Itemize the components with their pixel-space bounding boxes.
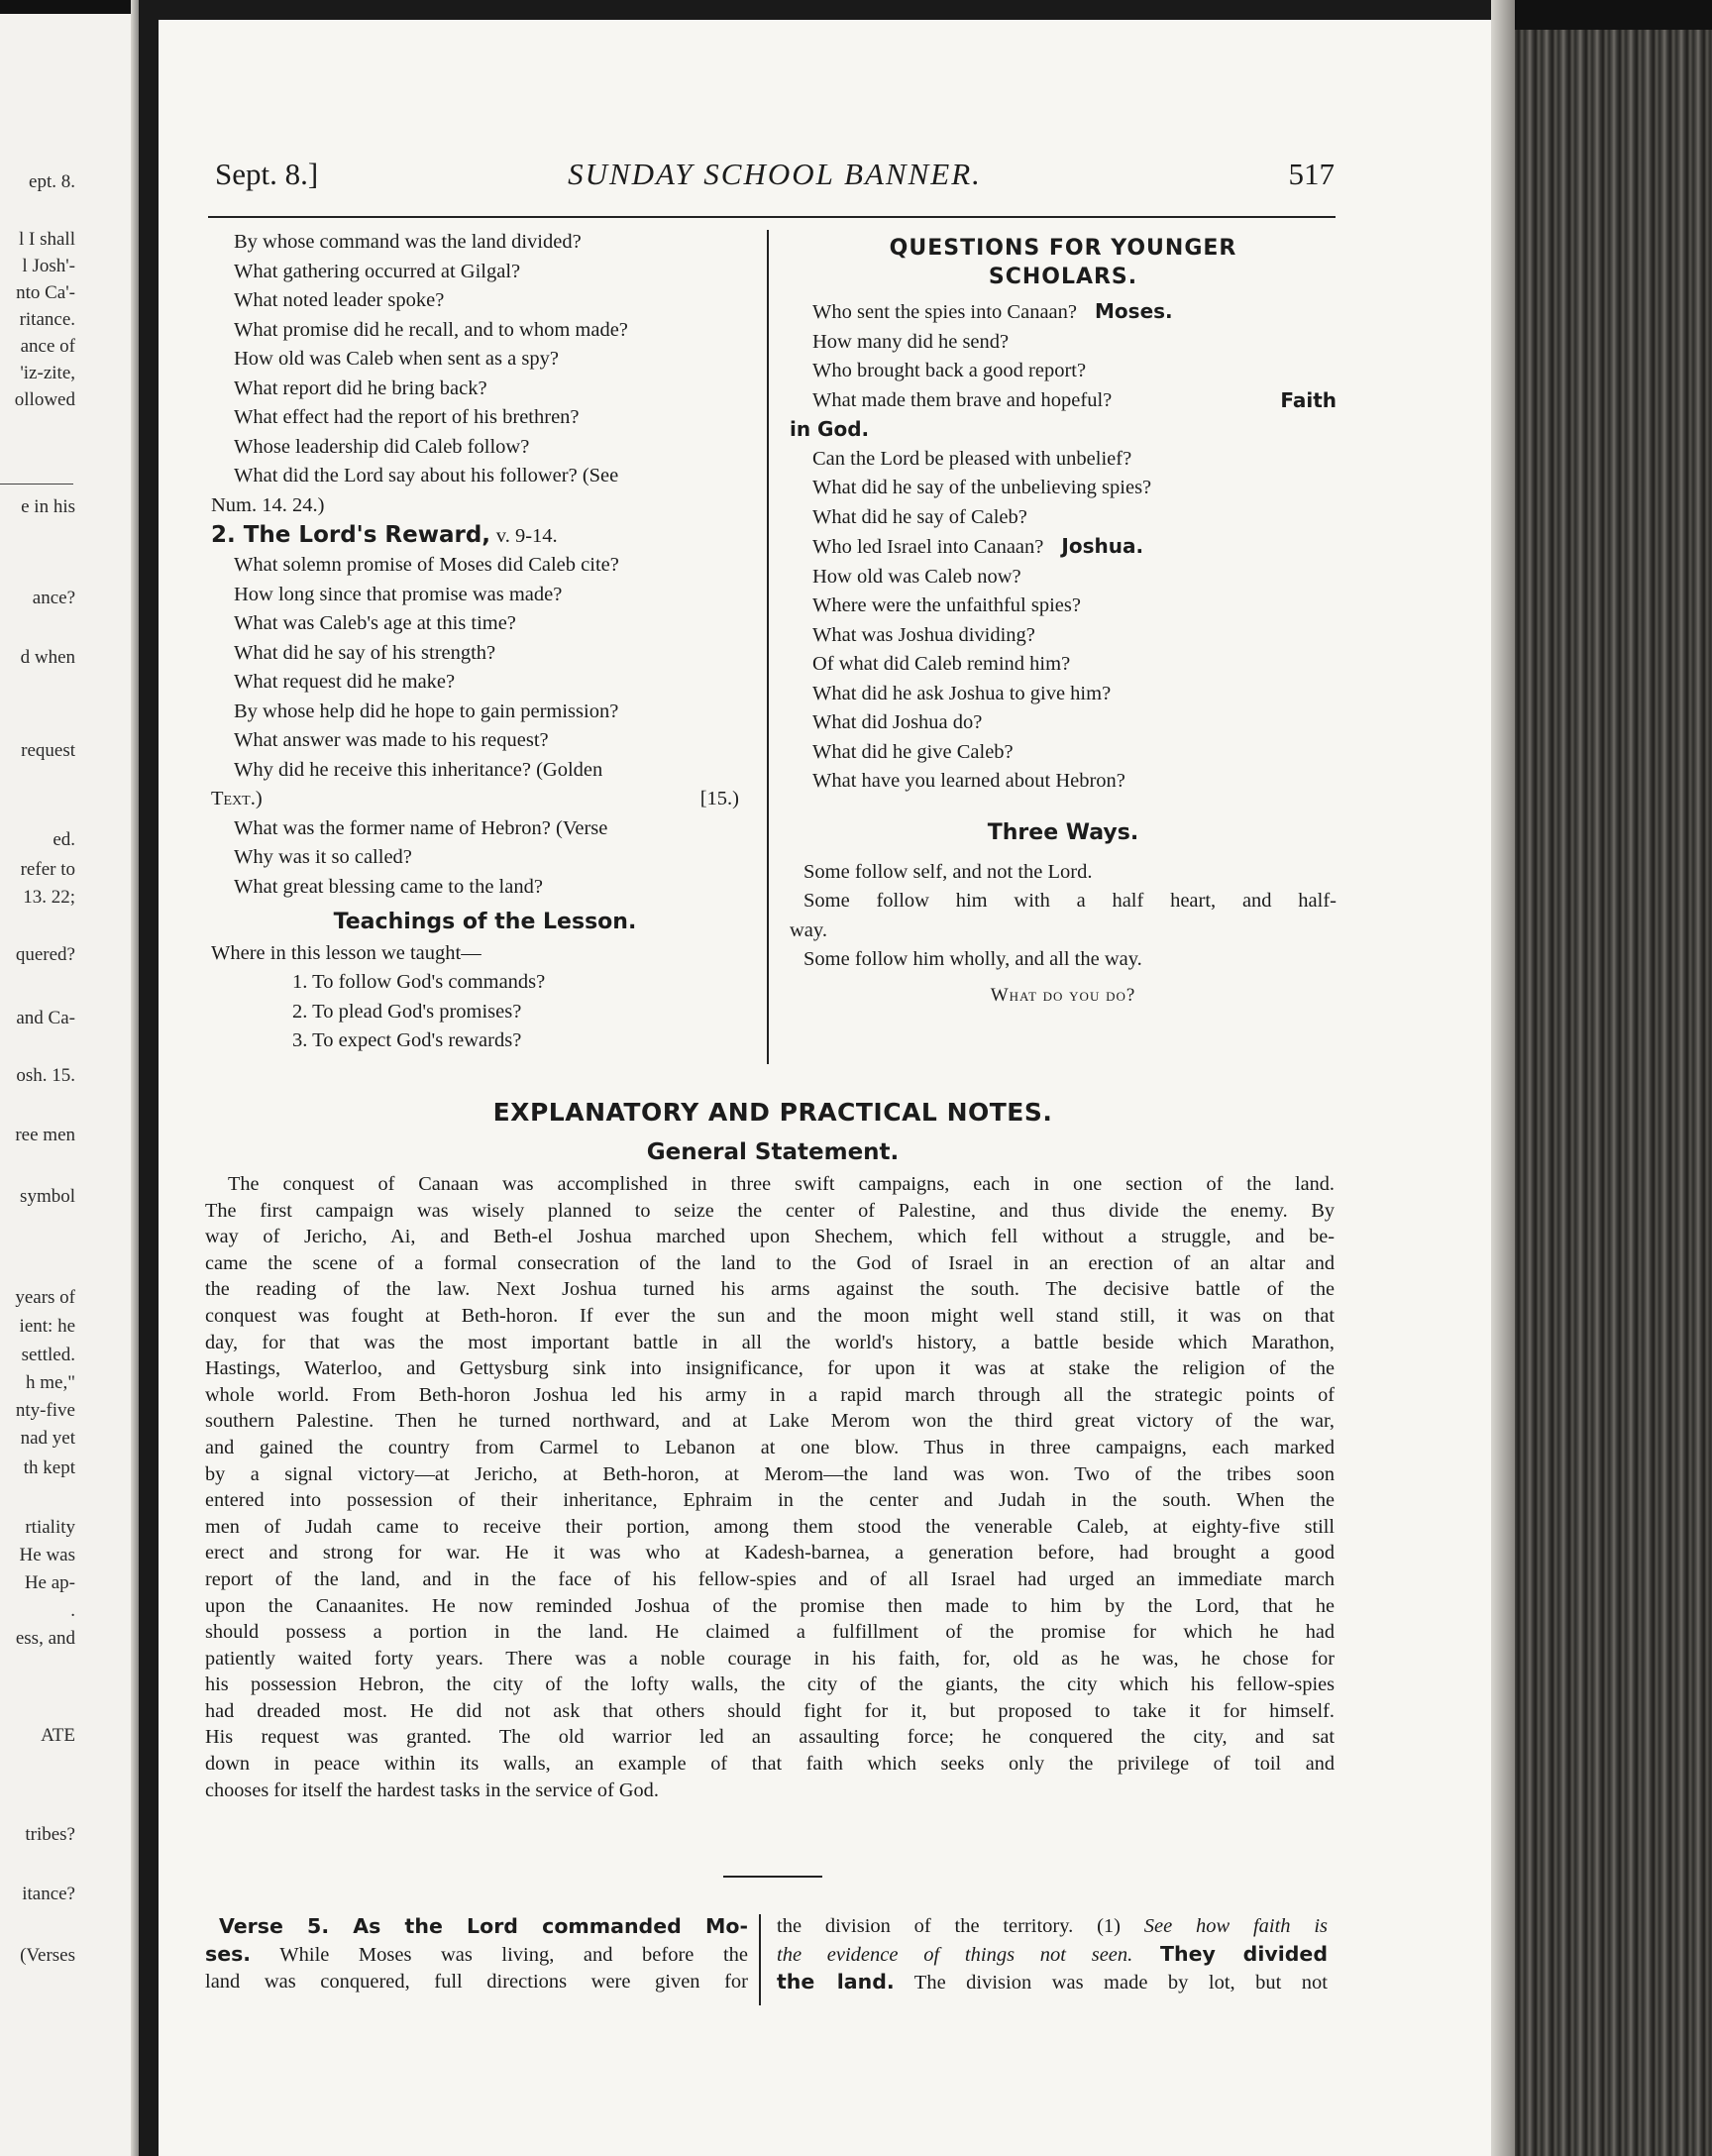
paragraph-line: men of Judah came to receive their portion, among them stood the venerable Caleb, at eighty-five still [205, 1515, 1335, 1538]
paragraph-line: southern Palestine. Then he turned northward, and at Lake Merom won the third great victory of the war, [205, 1410, 1335, 1433]
left-page-line: nty-five [15, 1400, 75, 1421]
paragraph-line: patiently waited forty years. There was a noble courage in his faith, for, old as he was, he chose for [205, 1647, 1335, 1670]
question-item: Who brought back a good report? [812, 360, 1087, 381]
left-page-line: ed. [53, 829, 75, 850]
verse-line [777, 1968, 1328, 1995]
three-ways-line: Some follow self, and not the Lord. [803, 860, 1093, 883]
paragraph-line: The conquest of Canaan was accomplished in three swift campaigns, each in one section of the land. [228, 1173, 1335, 1195]
verse-heading: They divided [1132, 1942, 1328, 1966]
book-page-edges [1491, 0, 1712, 2156]
question-item: What report did he bring back? [234, 377, 487, 399]
question-item: What did he say of Caleb? [812, 505, 1027, 528]
question-golden-text: Why did he receive this inheritance? (Golden [234, 758, 603, 781]
question-item: What was the former name of Hebron? (Verse [234, 816, 608, 839]
answer-text: Faith [1280, 387, 1337, 412]
paragraph-line: entered into possession of their inheritance, Ephraim in the center and Judah in the south. When the [205, 1489, 1335, 1512]
paragraph-line: conquest was fought at Beth-horon. If ever the sun and the moon might well stand still, it was on that [205, 1304, 1335, 1327]
question-item: By whose command was the land divided? [234, 231, 582, 253]
left-page-line: 13. 22; [23, 887, 75, 908]
left-page-line: refer to [20, 859, 75, 880]
column-divider-bottom [759, 1914, 761, 2005]
left-page-line: l Josh'- [22, 256, 75, 276]
left-page-line: ATE [41, 1725, 75, 1746]
verse-line [205, 1940, 748, 1968]
left-page-line: ritance. [19, 309, 75, 330]
left-page-line: nto Ca'- [16, 282, 75, 303]
answer-text: Moses. [1095, 299, 1173, 323]
left-page-line: l I shall [19, 229, 75, 250]
question-item: What great blessing came to the land? [234, 875, 543, 898]
verse-line: land was conquered, full directions were given for [205, 1971, 748, 1993]
paragraph-line: by a signal victory—at Jericho, at Beth-horon, at Merom—the land was won. Two of the tribes soon [205, 1462, 1335, 1485]
section-heading-lords-reward [211, 520, 759, 551]
question-list-a [211, 228, 759, 491]
paragraph-line: his possession Hebron, the city of the lofty walls, the city of the giants, the city which his fellow-spies [205, 1673, 1335, 1696]
left-page-line: symbol [20, 1186, 75, 1207]
header-title: SUNDAY SCHOOL BANNER. [568, 157, 982, 191]
question-item: By whose help did he hope to gain permission? [234, 700, 619, 722]
teachings-intro: Where in this lesson we taught— [211, 942, 482, 964]
verse-heading: the land. [777, 1970, 895, 1994]
verse-text: the division of the territory. (1) [777, 1915, 1144, 1937]
paragraph-line: down in peace within its walls, an example of that faith which seeks only the privilege of toil and [205, 1753, 1335, 1776]
left-page-line: years of [15, 1287, 75, 1308]
column-divider [767, 230, 769, 1064]
page-top-edge [0, 0, 139, 14]
left-page-line: ance? [32, 588, 75, 608]
left-page-line: request [21, 740, 75, 761]
page-number: 517 [1288, 157, 1335, 191]
left-page-line: ollowed [14, 389, 75, 410]
younger-scholars-title-1: QUESTIONS FOR YOUNGER [889, 236, 1237, 261]
three-ways-line: Some follow him with a half heart, and half- [803, 890, 1337, 912]
question-continuation: Num. 14. 24.) [211, 493, 325, 516]
question-item: What effect had the report of his brethren? [234, 406, 580, 428]
section-rule [723, 1876, 822, 1878]
paragraph-line: His request was granted. The old warrior led an assaulting force; he conquered the city, and sat [205, 1726, 1335, 1749]
teachings-list [211, 968, 759, 1056]
question-item: Why was it so called? [234, 846, 412, 868]
left-page-fragment [0, 0, 139, 2156]
verse-heading-cont: ses. [205, 1942, 252, 1966]
section-title: 2. The Lord's Reward, [211, 522, 491, 548]
left-page-line: (Verses [20, 1945, 75, 1966]
question-item: What did he say of his strength? [234, 641, 496, 664]
paragraph-line: The first campaign was wisely planned to seize the center of Palestine, and thus divide the enemy. By [205, 1199, 1335, 1222]
question-item: What promise did he recall, and to whom made? [234, 318, 628, 341]
paragraph-line: way of Jericho, Ai, and Beth-el Joshua marched upon Shechem, which fell without a struggle, and be- [205, 1226, 1335, 1248]
question-item: What solemn promise of Moses did Caleb cite? [234, 554, 619, 576]
verse-line [777, 1912, 1328, 1940]
golden-text-cont: Text.) [211, 788, 263, 809]
verse-cont: [15.) [699, 788, 739, 809]
question-item [790, 297, 1337, 328]
paragraph-line: upon the Canaanites. He now reminded Joshua of the promise then made to him by the Lord, that he [205, 1594, 1335, 1617]
left-page-line: d when [20, 647, 75, 668]
left-page-line: quered? [15, 944, 75, 965]
paragraph-line: day, for that was the most important battle in all the world's history, a battle beside which Marathon, [205, 1331, 1335, 1353]
question-item: What gathering occurred at Gilgal? [234, 260, 521, 282]
question-item [790, 532, 1337, 563]
left-page-rule [0, 484, 73, 485]
teachings-title: Teachings of the Lesson. [333, 910, 637, 934]
right-column [790, 234, 1337, 1010]
question-list-b [211, 551, 759, 756]
verse-heading: Verse 5. As the Lord commanded Mo- [219, 1914, 748, 1938]
left-page-line: 'iz-zite, [20, 363, 75, 383]
paragraph-line: came the scene of a formal consecration of the land to the God of Israel in an erection of an altar and [205, 1251, 1335, 1274]
teaching-item: 2. To plead God's promises? [292, 1000, 522, 1023]
question-item: How long since that promise was made? [234, 583, 563, 605]
question-item: What noted leader spoke? [234, 289, 445, 311]
left-page-line: itance? [22, 1884, 75, 1904]
younger-scholars-title-2: SCHOLARS. [988, 265, 1138, 289]
question-item: Where were the unfaithful spies? [812, 594, 1081, 616]
page-edges-top [1491, 0, 1712, 30]
verse-text: While Moses was living, and before the [251, 1944, 748, 1966]
paragraph-line: should possess a portion in the land. He claimed a fulfillment of the promise for which he had [205, 1621, 1335, 1644]
question-item: Of what did Caleb remind him? [812, 653, 1071, 675]
three-ways-closing: What do you do? [990, 984, 1136, 1006]
question-item [790, 386, 1337, 416]
verse-line [777, 1940, 1328, 1968]
question-list-rest [790, 563, 1337, 797]
verse-line [205, 1912, 748, 1940]
left-page-line: h me," [26, 1372, 75, 1393]
left-page-line: ree men [15, 1125, 75, 1145]
left-page-line: th kept [23, 1457, 75, 1478]
three-ways-line-cont: way. [790, 918, 827, 941]
notes-title: EXPLANATORY AND PRACTICAL NOTES. [492, 1098, 1053, 1127]
left-page-line: tribes? [25, 1824, 75, 1845]
running-header [215, 157, 1335, 196]
question-item: What did Joshua do? [812, 711, 983, 733]
left-page-line: He ap- [24, 1572, 75, 1593]
left-page-line: ance of [20, 336, 75, 357]
left-page-line: . [70, 1600, 75, 1621]
left-page-line: ess, and [15, 1628, 75, 1649]
paragraph-line: whole world. From Beth-horon Joshua led his army in a rapid march through all the strategic points of [205, 1383, 1335, 1406]
question-item: What answer was made to his request? [234, 729, 549, 751]
question-text: What made them brave and hopeful? [812, 388, 1113, 411]
answer-text: Joshua. [1061, 534, 1144, 558]
verse-text: The division was made by lot, but not [894, 1972, 1328, 1994]
left-page-line: nad yet [20, 1428, 75, 1449]
question-item: What was Caleb's age at this time? [234, 612, 516, 634]
page-gutter-shadow [131, 0, 139, 2156]
question-item: What did he give Caleb? [812, 740, 1014, 763]
question-item: How old was Caleb now? [812, 565, 1021, 588]
paragraph-line: had dreaded most. He did not ask that others should fight for it, but proposed to take it for himself. [205, 1699, 1335, 1722]
paragraph-line: the reading of the law. Next Joshua turned his arms against the south. The decisive battle of the [205, 1278, 1335, 1301]
left-page-line: settled. [21, 1345, 75, 1365]
teaching-item: 1. To follow God's commands? [292, 971, 546, 993]
verse-italic: See how faith is [1143, 1915, 1328, 1937]
question-text: Who sent the spies into Canaan? [812, 301, 1078, 323]
verse-italic: the evidence of things not seen. [777, 1944, 1133, 1966]
notes-subtitle: General Statement. [646, 1139, 900, 1165]
left-page-line: He was [19, 1545, 75, 1565]
question-item: What was Joshua dividing? [812, 623, 1035, 646]
page-edge-highlight [1491, 0, 1515, 2156]
left-column [211, 228, 759, 1056]
question-item: What did he ask Joshua to give him? [812, 682, 1112, 704]
general-statement-paragraph [205, 1171, 1335, 1803]
question-list-c [211, 814, 759, 903]
header-date: Sept. 8.] [215, 157, 319, 191]
section-verses: v. 9-14. [495, 525, 558, 547]
teaching-item: 3. To expect God's rewards? [292, 1029, 522, 1051]
question-item: Whose leadership did Caleb follow? [234, 435, 530, 458]
question-item: What request did he make? [234, 671, 456, 693]
question-item: What did the Lord say about his follower? (See [234, 465, 619, 486]
question-text: Who led Israel into Canaan? [812, 536, 1044, 558]
paragraph-line: erect and strong for war. He it was who at Kadesh-barnea, a generation before, had brought a good [205, 1542, 1335, 1564]
left-page-line: and Ca- [16, 1008, 75, 1028]
left-page-line: rtiality [25, 1517, 75, 1538]
question-item: How old was Caleb when sent as a spy? [234, 348, 559, 370]
question-item: What have you learned about Hebron? [812, 770, 1125, 792]
left-page-line: ept. 8. [29, 171, 75, 192]
verse-notes-left [205, 1912, 748, 1995]
header-rule [208, 216, 1336, 218]
question-golden-cont [211, 785, 759, 814]
paragraph-line: Hastings, Waterloo, and Gettysburg sink into insignificance, for upon it was at stake the religion of the [205, 1357, 1335, 1380]
verse-notes-right [777, 1912, 1328, 1995]
three-ways-title: Three Ways. [987, 819, 1139, 845]
question-item: Can the Lord be pleased with unbelief? [812, 447, 1132, 470]
left-page-line: ient: he [19, 1316, 75, 1337]
question-item: How many did he send? [812, 330, 1010, 353]
paragraph-line: and gained the country from Carmel to Lebanon at one blow. Thus in three campaigns, each marked [205, 1436, 1335, 1458]
answer-continuation: in God. [790, 417, 870, 441]
left-page-line: e in his [21, 496, 75, 517]
three-ways-line: Some follow him wholly, and all the way. [803, 948, 1142, 970]
left-page-line: osh. 15. [16, 1065, 75, 1086]
paragraph-line: chooses for itself the hardest tasks in the service of God. [205, 1779, 659, 1801]
question-item: What did he say of the unbelieving spies? [812, 477, 1152, 498]
paragraph-line: report of the land, and in the face of his fellow-spies and of all Israel had urged an immediate march [205, 1567, 1335, 1590]
